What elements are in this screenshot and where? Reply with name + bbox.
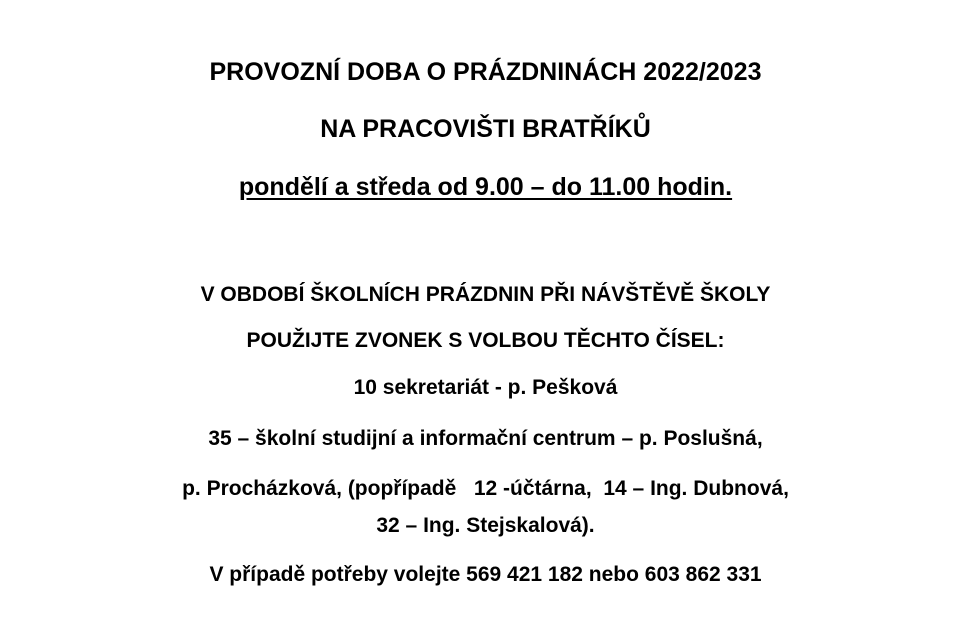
contact-line: 10 sekretariát - p. Pešková bbox=[353, 376, 618, 399]
contact-line: p. Procházková, (popřípadě 12 -účtárna, 14 – Ing. Dubnová, bbox=[182, 477, 789, 500]
title-line-1: PROVOZNÍ DOBA O PRÁZDNINÁCH 2022/2023 bbox=[209, 58, 762, 86]
opening-hours: pondělí a středa od 9.00 – do 11.00 hodin. bbox=[238, 173, 733, 201]
instruction-line-2: POUŽIJTE ZVONEK S VOLBOU TĚCHTO ČÍSEL: bbox=[246, 329, 725, 352]
title-line-2: NA PRACOVIŠTI BRATŘÍKŮ bbox=[320, 115, 651, 143]
contact-line: 32 – Ing. Stejskalová). bbox=[376, 514, 595, 537]
contact-line: 35 – školní studijní a informační centrum – p. Poslušná, bbox=[208, 427, 763, 450]
phone-line: V případě potřeby volejte 569 421 182 nebo 603 862 331 bbox=[209, 563, 762, 586]
instruction-line-1: V OBDOBÍ ŠKOLNÍCH PRÁZDNIN PŘI NÁVŠTĚVĚ ŠKOLY bbox=[200, 283, 771, 306]
